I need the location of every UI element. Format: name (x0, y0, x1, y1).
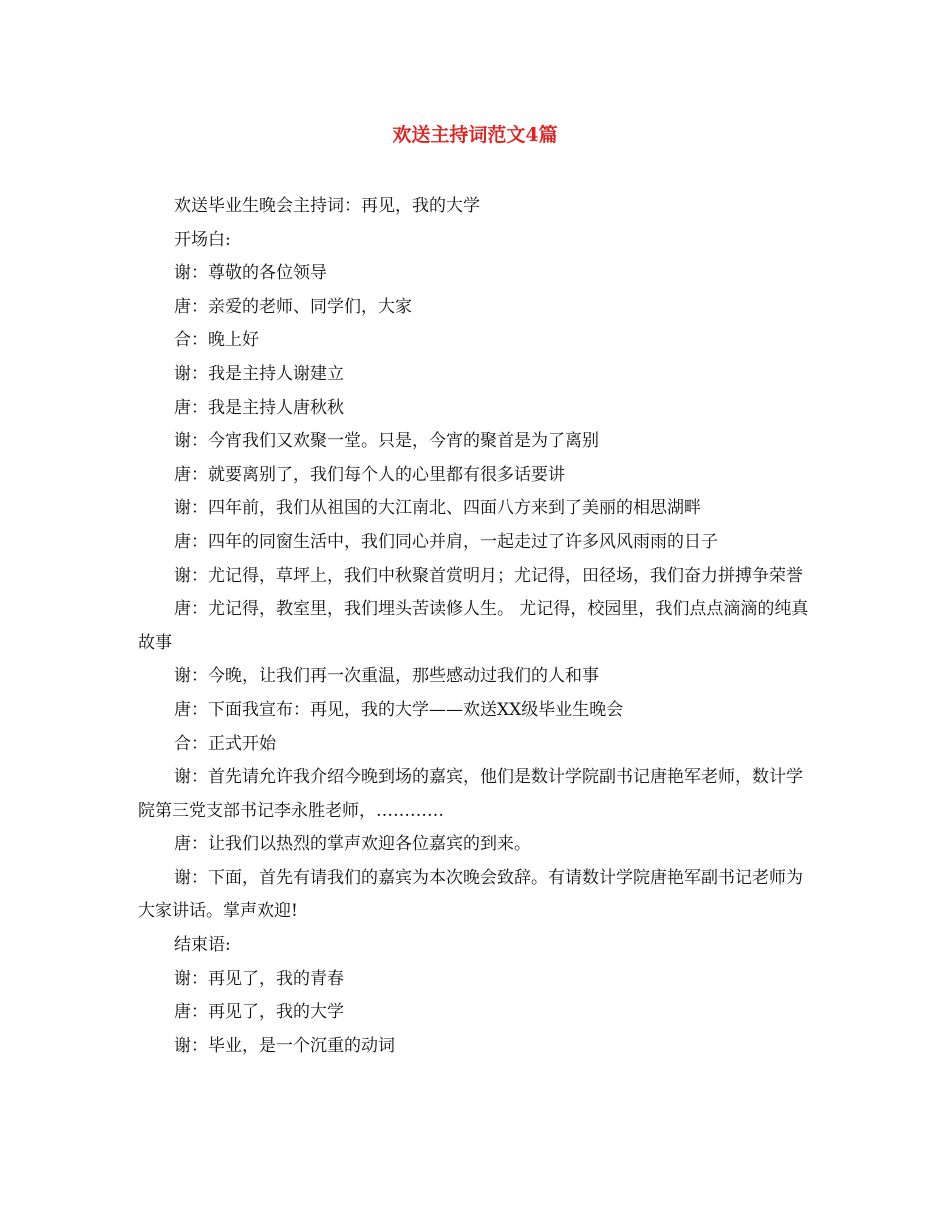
paragraph: 谢：今晚，让我们再一次重温，那些感动过我们的人和事 (174, 666, 599, 687)
paragraph: 唐：我是主持人唐秋秋 (174, 397, 344, 418)
paragraph: 唐：四年的同窗生活中，我们同心并肩，一起走过了许多风风雨雨的日子 (174, 531, 718, 552)
paragraph: 欢送毕业生晚会主持词：再见，我的大学 (174, 196, 480, 216)
paragraph: 唐：下面我宣布：再见，我的大学——欢送XX级毕业生晚会 (174, 699, 624, 720)
paragraph: 唐：就要离别了，我们每个人的心里都有很多话要讲 (174, 464, 565, 485)
document-title: 欢送主持词范文4篇 (392, 124, 558, 146)
paragraph: 谢：我是主持人谢建立 (174, 363, 344, 384)
document-body (138, 190, 818, 1063)
paragraph: 谢：今宵我们又欢聚一堂。只是，今宵的聚首是为了离别 (174, 431, 599, 452)
paragraph: 结束语: (174, 935, 231, 956)
paragraph: 唐：亲爱的老师、同学们，大家 (174, 296, 412, 317)
paragraph: 谢：首先请允许我介绍今晚到场的嘉宾，他们是数计学院副书记唐艳军老师，数计学院第三党支部书记李永胜老师，………… (138, 767, 803, 821)
paragraph: 谢：下面，首先有请我们的嘉宾为本次晚会致辞。有请数计学院唐艳军副书记老师为大家讲话。掌声欢迎! (138, 867, 803, 922)
paragraph: 谢：尊敬的各位领导 (174, 263, 327, 284)
paragraph: 唐：再见了，我的大学 (174, 1002, 344, 1023)
paragraph: 开场白: (174, 229, 231, 250)
paragraph: 谢：尤记得，草坪上，我们中秋聚首赏明月；尤记得，田径场，我们奋力拼搏争荣誉 (174, 565, 803, 586)
paragraph: 谢：毕业，是一个沉重的动词 (174, 1035, 395, 1056)
paragraph: 唐：尤记得，教室里，我们埋头苦读修人生。 尤记得，校园里，我们点点滴滴的纯真故事 (138, 599, 809, 653)
paragraph: 唐：让我们以热烈的掌声欢迎各位嘉宾的到来。 (174, 834, 531, 855)
paragraph: 谢：四年前，我们从祖国的大江南北、四面八方来到了美丽的相思湖畔 (174, 498, 701, 519)
paragraph: 谢：再见了，我的青春 (174, 968, 344, 989)
paragraph: 合：晚上好 (174, 330, 259, 351)
paragraph: 合：正式开始 (174, 733, 276, 754)
